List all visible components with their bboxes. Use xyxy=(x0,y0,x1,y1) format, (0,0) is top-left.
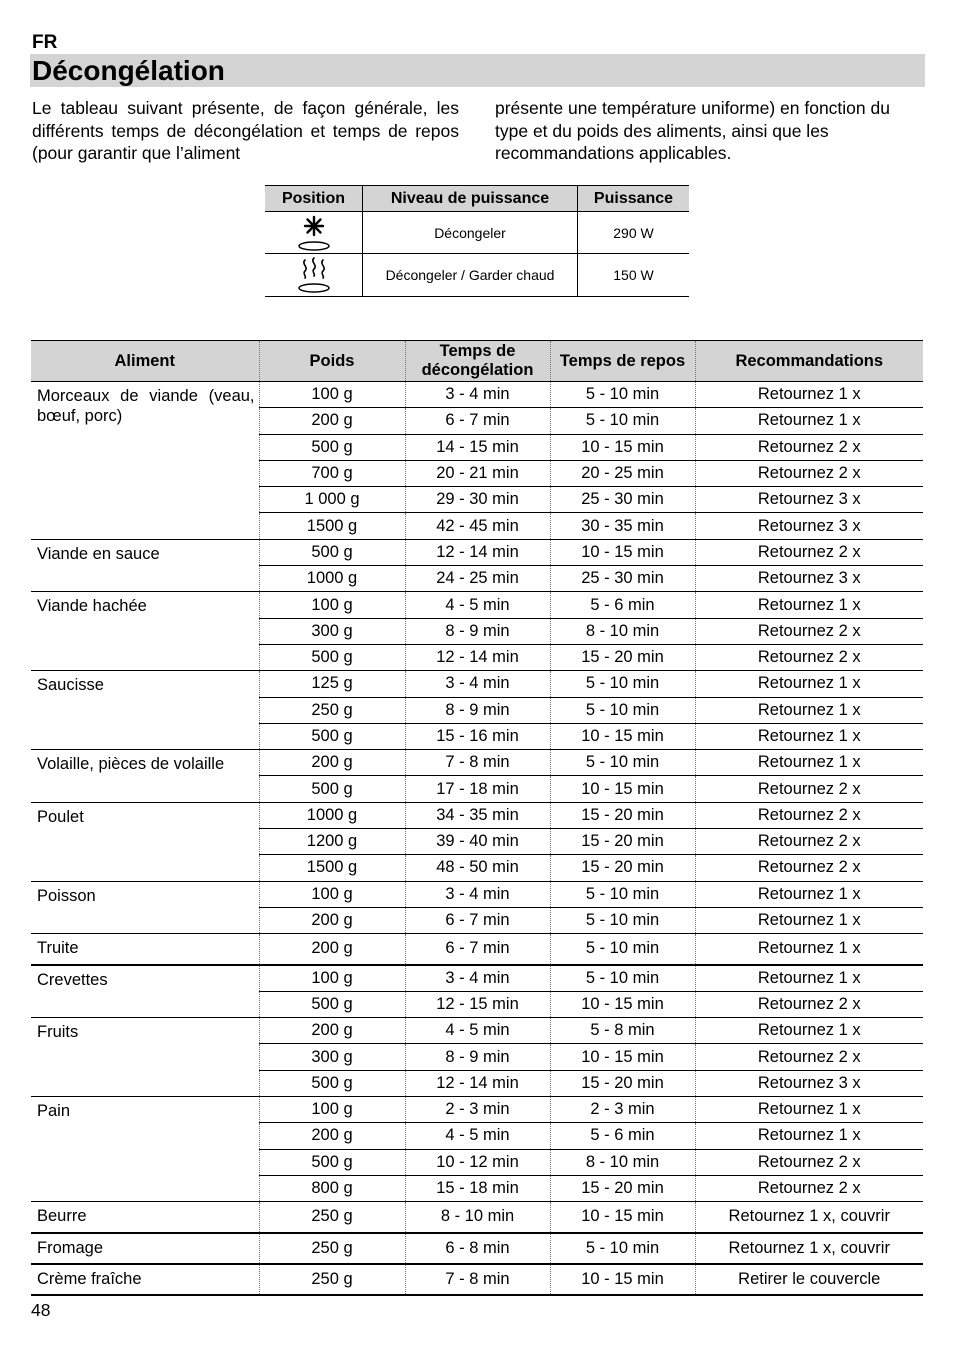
weight-cell: 200 g xyxy=(259,907,405,933)
defrost-time-cell: 12 - 14 min xyxy=(405,644,550,670)
recommendation-cell: Retournez 2 x xyxy=(695,460,923,486)
defrost-time-cell: 6 - 7 min xyxy=(405,408,550,434)
rest-time-cell: 10 - 15 min xyxy=(550,1044,695,1070)
defrost-time-cell: 8 - 9 min xyxy=(405,618,550,644)
recommendation-cell: Retournez 2 x xyxy=(695,644,923,670)
rest-time-cell: 5 - 10 min xyxy=(550,408,695,434)
table-row xyxy=(31,1264,923,1295)
defrost-time-cell: 12 - 15 min xyxy=(405,991,550,1017)
power-value-cell: 290 W xyxy=(578,212,690,254)
keep-warm-steam-icon xyxy=(265,255,362,295)
rest-time-cell: 10 - 15 min xyxy=(550,1202,695,1233)
rest-time-cell: 20 - 25 min xyxy=(550,460,695,486)
food-name-cell: Fromage xyxy=(31,1233,259,1264)
rest-time-cell: 5 - 10 min xyxy=(550,1233,695,1264)
food-name-cell: Crème fraîche xyxy=(31,1264,259,1295)
defrost-time-cell: 24 - 25 min xyxy=(405,566,550,592)
recommendation-cell: Retournez 1 x xyxy=(695,1097,923,1123)
table-row xyxy=(31,1233,923,1264)
recommendation-cell: Retirer le couvercle xyxy=(695,1264,923,1295)
rest-time-cell: 30 - 35 min xyxy=(550,513,695,539)
food-name-cell: Viande en sauce xyxy=(31,539,259,592)
defrost-snowflake-icon xyxy=(265,214,362,252)
header-food: Aliment xyxy=(31,341,259,382)
header-defrost-time: Temps de décongélation xyxy=(405,341,550,382)
power-level-cell: Décongeler xyxy=(363,212,578,254)
defrost-time-cell: 17 - 18 min xyxy=(405,776,550,802)
defrost-time-cell: 4 - 5 min xyxy=(405,592,550,618)
defrost-time-cell: 8 - 9 min xyxy=(405,1044,550,1070)
weight-cell: 250 g xyxy=(259,1264,405,1295)
food-name-cell: Viande hachée xyxy=(31,592,259,671)
recommendation-cell: Retournez 3 x xyxy=(695,1070,923,1096)
defrost-time-cell: 4 - 5 min xyxy=(405,1123,550,1149)
food-name-cell: Fruits xyxy=(31,1018,259,1097)
weight-cell: 700 g xyxy=(259,460,405,486)
rest-time-cell: 5 - 10 min xyxy=(550,965,695,992)
table-row xyxy=(31,934,923,965)
recommendation-cell: Retournez 1 x, couvrir xyxy=(695,1233,923,1264)
weight-cell: 200 g xyxy=(259,1123,405,1149)
defrost-time-cell: 3 - 4 min xyxy=(405,382,550,408)
weight-cell: 250 g xyxy=(259,1202,405,1233)
rest-time-cell: 25 - 30 min xyxy=(550,566,695,592)
recommendation-cell: Retournez 1 x xyxy=(695,907,923,933)
recommendation-cell: Retournez 2 x xyxy=(695,618,923,644)
recommendation-cell: Retournez 2 x xyxy=(695,802,923,828)
rest-time-cell: 15 - 20 min xyxy=(550,644,695,670)
recommendation-cell: Retournez 2 x xyxy=(695,829,923,855)
weight-cell: 100 g xyxy=(259,965,405,992)
defrost-time-cell: 48 - 50 min xyxy=(405,855,550,881)
recommendation-cell: Retournez 2 x xyxy=(695,1149,923,1175)
weight-cell: 250 g xyxy=(259,697,405,723)
weight-cell: 500 g xyxy=(259,776,405,802)
header-recommendations: Recommandations xyxy=(695,341,923,382)
recommendation-cell: Retournez 2 x xyxy=(695,1175,923,1201)
weight-cell: 200 g xyxy=(259,750,405,776)
recommendation-cell: Retournez 2 x xyxy=(695,776,923,802)
recommendation-cell: Retournez 1 x xyxy=(695,965,923,992)
defrost-time-cell: 10 - 12 min xyxy=(405,1149,550,1175)
rest-time-cell: 8 - 10 min xyxy=(550,1149,695,1175)
table-row xyxy=(31,881,923,907)
defrost-time-cell: 15 - 18 min xyxy=(405,1175,550,1201)
weight-cell: 500 g xyxy=(259,723,405,749)
weight-cell: 100 g xyxy=(259,881,405,907)
power-header-position: Position xyxy=(265,186,363,212)
defrost-time-cell: 12 - 14 min xyxy=(405,1070,550,1096)
recommendation-cell: Retournez 1 x xyxy=(695,881,923,907)
defrost-time-cell: 7 - 8 min xyxy=(405,1264,550,1295)
rest-time-cell: 10 - 15 min xyxy=(550,991,695,1017)
rest-time-cell: 15 - 20 min xyxy=(550,1175,695,1201)
weight-cell: 500 g xyxy=(259,991,405,1017)
rest-time-cell: 2 - 3 min xyxy=(550,1097,695,1123)
recommendation-cell: Retournez 3 x xyxy=(695,566,923,592)
defrost-time-cell: 15 - 16 min xyxy=(405,723,550,749)
recommendation-cell: Retournez 1 x xyxy=(695,723,923,749)
defrost-time-cell: 14 - 15 min xyxy=(405,434,550,460)
defrost-time-cell: 29 - 30 min xyxy=(405,487,550,513)
rest-time-cell: 5 - 6 min xyxy=(550,592,695,618)
weight-cell: 200 g xyxy=(259,1018,405,1044)
rest-time-cell: 15 - 20 min xyxy=(550,855,695,881)
rest-time-cell: 10 - 15 min xyxy=(550,434,695,460)
page-title: Décongélation xyxy=(32,55,225,86)
language-label: FR xyxy=(32,32,58,53)
recommendation-cell: Retournez 1 x xyxy=(695,1018,923,1044)
power-header-level: Niveau de puissance xyxy=(363,186,578,212)
defrost-time-cell: 34 - 35 min xyxy=(405,802,550,828)
power-value-cell: 150 W xyxy=(578,254,690,297)
defrost-time-cell: 6 - 7 min xyxy=(405,934,550,965)
rest-time-cell: 10 - 15 min xyxy=(550,776,695,802)
page-number: 48 xyxy=(31,1300,51,1320)
defrost-time-cell: 2 - 3 min xyxy=(405,1097,550,1123)
rest-time-cell: 5 - 10 min xyxy=(550,934,695,965)
rest-time-cell: 5 - 10 min xyxy=(550,671,695,697)
weight-cell: 500 g xyxy=(259,434,405,460)
table-row xyxy=(31,539,923,565)
recommendation-cell: Retournez 1 x xyxy=(695,750,923,776)
weight-cell: 300 g xyxy=(259,618,405,644)
table-row xyxy=(31,382,923,408)
header-weight: Poids xyxy=(259,341,405,382)
power-table-header xyxy=(265,186,689,212)
food-name-cell: Volaille, pièces de volaille xyxy=(31,750,259,803)
weight-cell: 100 g xyxy=(259,382,405,408)
weight-cell: 100 g xyxy=(259,592,405,618)
food-name-cell: Beurre xyxy=(31,1202,259,1233)
recommendation-cell: Retournez 1 x xyxy=(695,592,923,618)
table-row xyxy=(31,965,923,992)
recommendation-cell: Retournez 1 x xyxy=(695,671,923,697)
weight-cell: 300 g xyxy=(259,1044,405,1070)
defrost-time-cell: 39 - 40 min xyxy=(405,829,550,855)
rest-time-cell: 5 - 8 min xyxy=(550,1018,695,1044)
defrost-table-header xyxy=(31,341,923,382)
intro-text-right: présente une température uniforme) en fonction du type et du poids des aliments, ainsi que les recommandations applicables. xyxy=(495,98,890,163)
weight-cell: 200 g xyxy=(259,408,405,434)
defrost-time-cell: 20 - 21 min xyxy=(405,460,550,486)
food-name-cell: Morceaux de viande (veau, bœuf, porc) xyxy=(31,382,259,540)
rest-time-cell: 10 - 15 min xyxy=(550,539,695,565)
defrost-time-cell: 42 - 45 min xyxy=(405,513,550,539)
intro-text-left: Le tableau suivant présente, de façon générale, les différents temps de décongélation et temps de repos (pour garantir que l’aliment xyxy=(32,98,459,163)
rest-time-cell: 5 - 10 min xyxy=(550,697,695,723)
weight-cell: 1500 g xyxy=(259,513,405,539)
weight-cell: 100 g xyxy=(259,1097,405,1123)
table-row xyxy=(31,1202,923,1233)
rest-time-cell: 5 - 10 min xyxy=(550,907,695,933)
rest-time-cell: 15 - 20 min xyxy=(550,1070,695,1096)
rest-time-cell: 10 - 15 min xyxy=(550,1264,695,1295)
defrost-time-cell: 3 - 4 min xyxy=(405,671,550,697)
power-header-power: Puissance xyxy=(578,186,690,212)
recommendation-cell: Retournez 1 x xyxy=(695,1123,923,1149)
weight-cell: 800 g xyxy=(259,1175,405,1201)
defrost-time-cell: 3 - 4 min xyxy=(405,965,550,992)
weight-cell: 500 g xyxy=(259,539,405,565)
title-bar xyxy=(30,54,925,87)
defrost-time-cell: 6 - 7 min xyxy=(405,907,550,933)
weight-cell: 200 g xyxy=(259,934,405,965)
defrost-time-cell: 12 - 14 min xyxy=(405,539,550,565)
rest-time-cell: 8 - 10 min xyxy=(550,618,695,644)
recommendation-cell: Retournez 2 x xyxy=(695,539,923,565)
header-rest-time: Temps de repos xyxy=(550,341,695,382)
power-position-cell xyxy=(265,212,363,254)
recommendation-cell: Retournez 1 x, couvrir xyxy=(695,1202,923,1233)
defrost-time-cell: 8 - 10 min xyxy=(405,1202,550,1233)
power-position-cell xyxy=(265,254,363,297)
power-row-defrost xyxy=(265,212,689,254)
rest-time-cell: 10 - 15 min xyxy=(550,723,695,749)
recommendation-cell: Retournez 1 x xyxy=(695,934,923,965)
recommendation-cell: Retournez 1 x xyxy=(695,382,923,408)
table-row xyxy=(31,592,923,618)
rest-time-cell: 5 - 6 min xyxy=(550,1123,695,1149)
defrost-time-cell: 7 - 8 min xyxy=(405,750,550,776)
table-row xyxy=(31,1018,923,1044)
defrost-times-table xyxy=(31,340,923,1296)
weight-cell: 500 g xyxy=(259,644,405,670)
weight-cell: 1200 g xyxy=(259,829,405,855)
food-name-cell: Crevettes xyxy=(31,965,259,1018)
rest-time-cell: 5 - 10 min xyxy=(550,881,695,907)
weight-cell: 500 g xyxy=(259,1149,405,1175)
table-row xyxy=(31,671,923,697)
recommendation-cell: Retournez 2 x xyxy=(695,855,923,881)
power-row-keep-warm xyxy=(265,254,689,297)
table-row xyxy=(31,802,923,828)
recommendation-cell: Retournez 3 x xyxy=(695,487,923,513)
recommendation-cell: Retournez 3 x xyxy=(695,513,923,539)
weight-cell: 125 g xyxy=(259,671,405,697)
rest-time-cell: 5 - 10 min xyxy=(550,382,695,408)
weight-cell: 500 g xyxy=(259,1070,405,1096)
weight-cell: 1000 g xyxy=(259,802,405,828)
rest-time-cell: 15 - 20 min xyxy=(550,829,695,855)
rest-time-cell: 15 - 20 min xyxy=(550,802,695,828)
recommendation-cell: Retournez 1 x xyxy=(695,697,923,723)
weight-cell: 1 000 g xyxy=(259,487,405,513)
defrost-time-cell: 3 - 4 min xyxy=(405,881,550,907)
recommendation-cell: Retournez 2 x xyxy=(695,1044,923,1070)
table-row xyxy=(31,750,923,776)
rest-time-cell: 25 - 30 min xyxy=(550,487,695,513)
defrost-time-cell: 4 - 5 min xyxy=(405,1018,550,1044)
food-name-cell: Poulet xyxy=(31,802,259,881)
recommendation-cell: Retournez 2 x xyxy=(695,991,923,1017)
recommendation-cell: Retournez 2 x xyxy=(695,434,923,460)
food-name-cell: Saucisse xyxy=(31,671,259,750)
weight-cell: 250 g xyxy=(259,1233,405,1264)
rest-time-cell: 5 - 10 min xyxy=(550,750,695,776)
power-level-cell: Décongeler / Garder chaud xyxy=(363,254,578,297)
defrost-time-cell: 6 - 8 min xyxy=(405,1233,550,1264)
weight-cell: 1000 g xyxy=(259,566,405,592)
power-level-table xyxy=(265,185,689,297)
defrost-time-cell: 8 - 9 min xyxy=(405,697,550,723)
food-name-cell: Poisson xyxy=(31,881,259,934)
weight-cell: 1500 g xyxy=(259,855,405,881)
food-name-cell: Pain xyxy=(31,1097,259,1202)
food-name-cell: Truite xyxy=(31,934,259,965)
recommendation-cell: Retournez 1 x xyxy=(695,408,923,434)
table-row xyxy=(31,1097,923,1123)
